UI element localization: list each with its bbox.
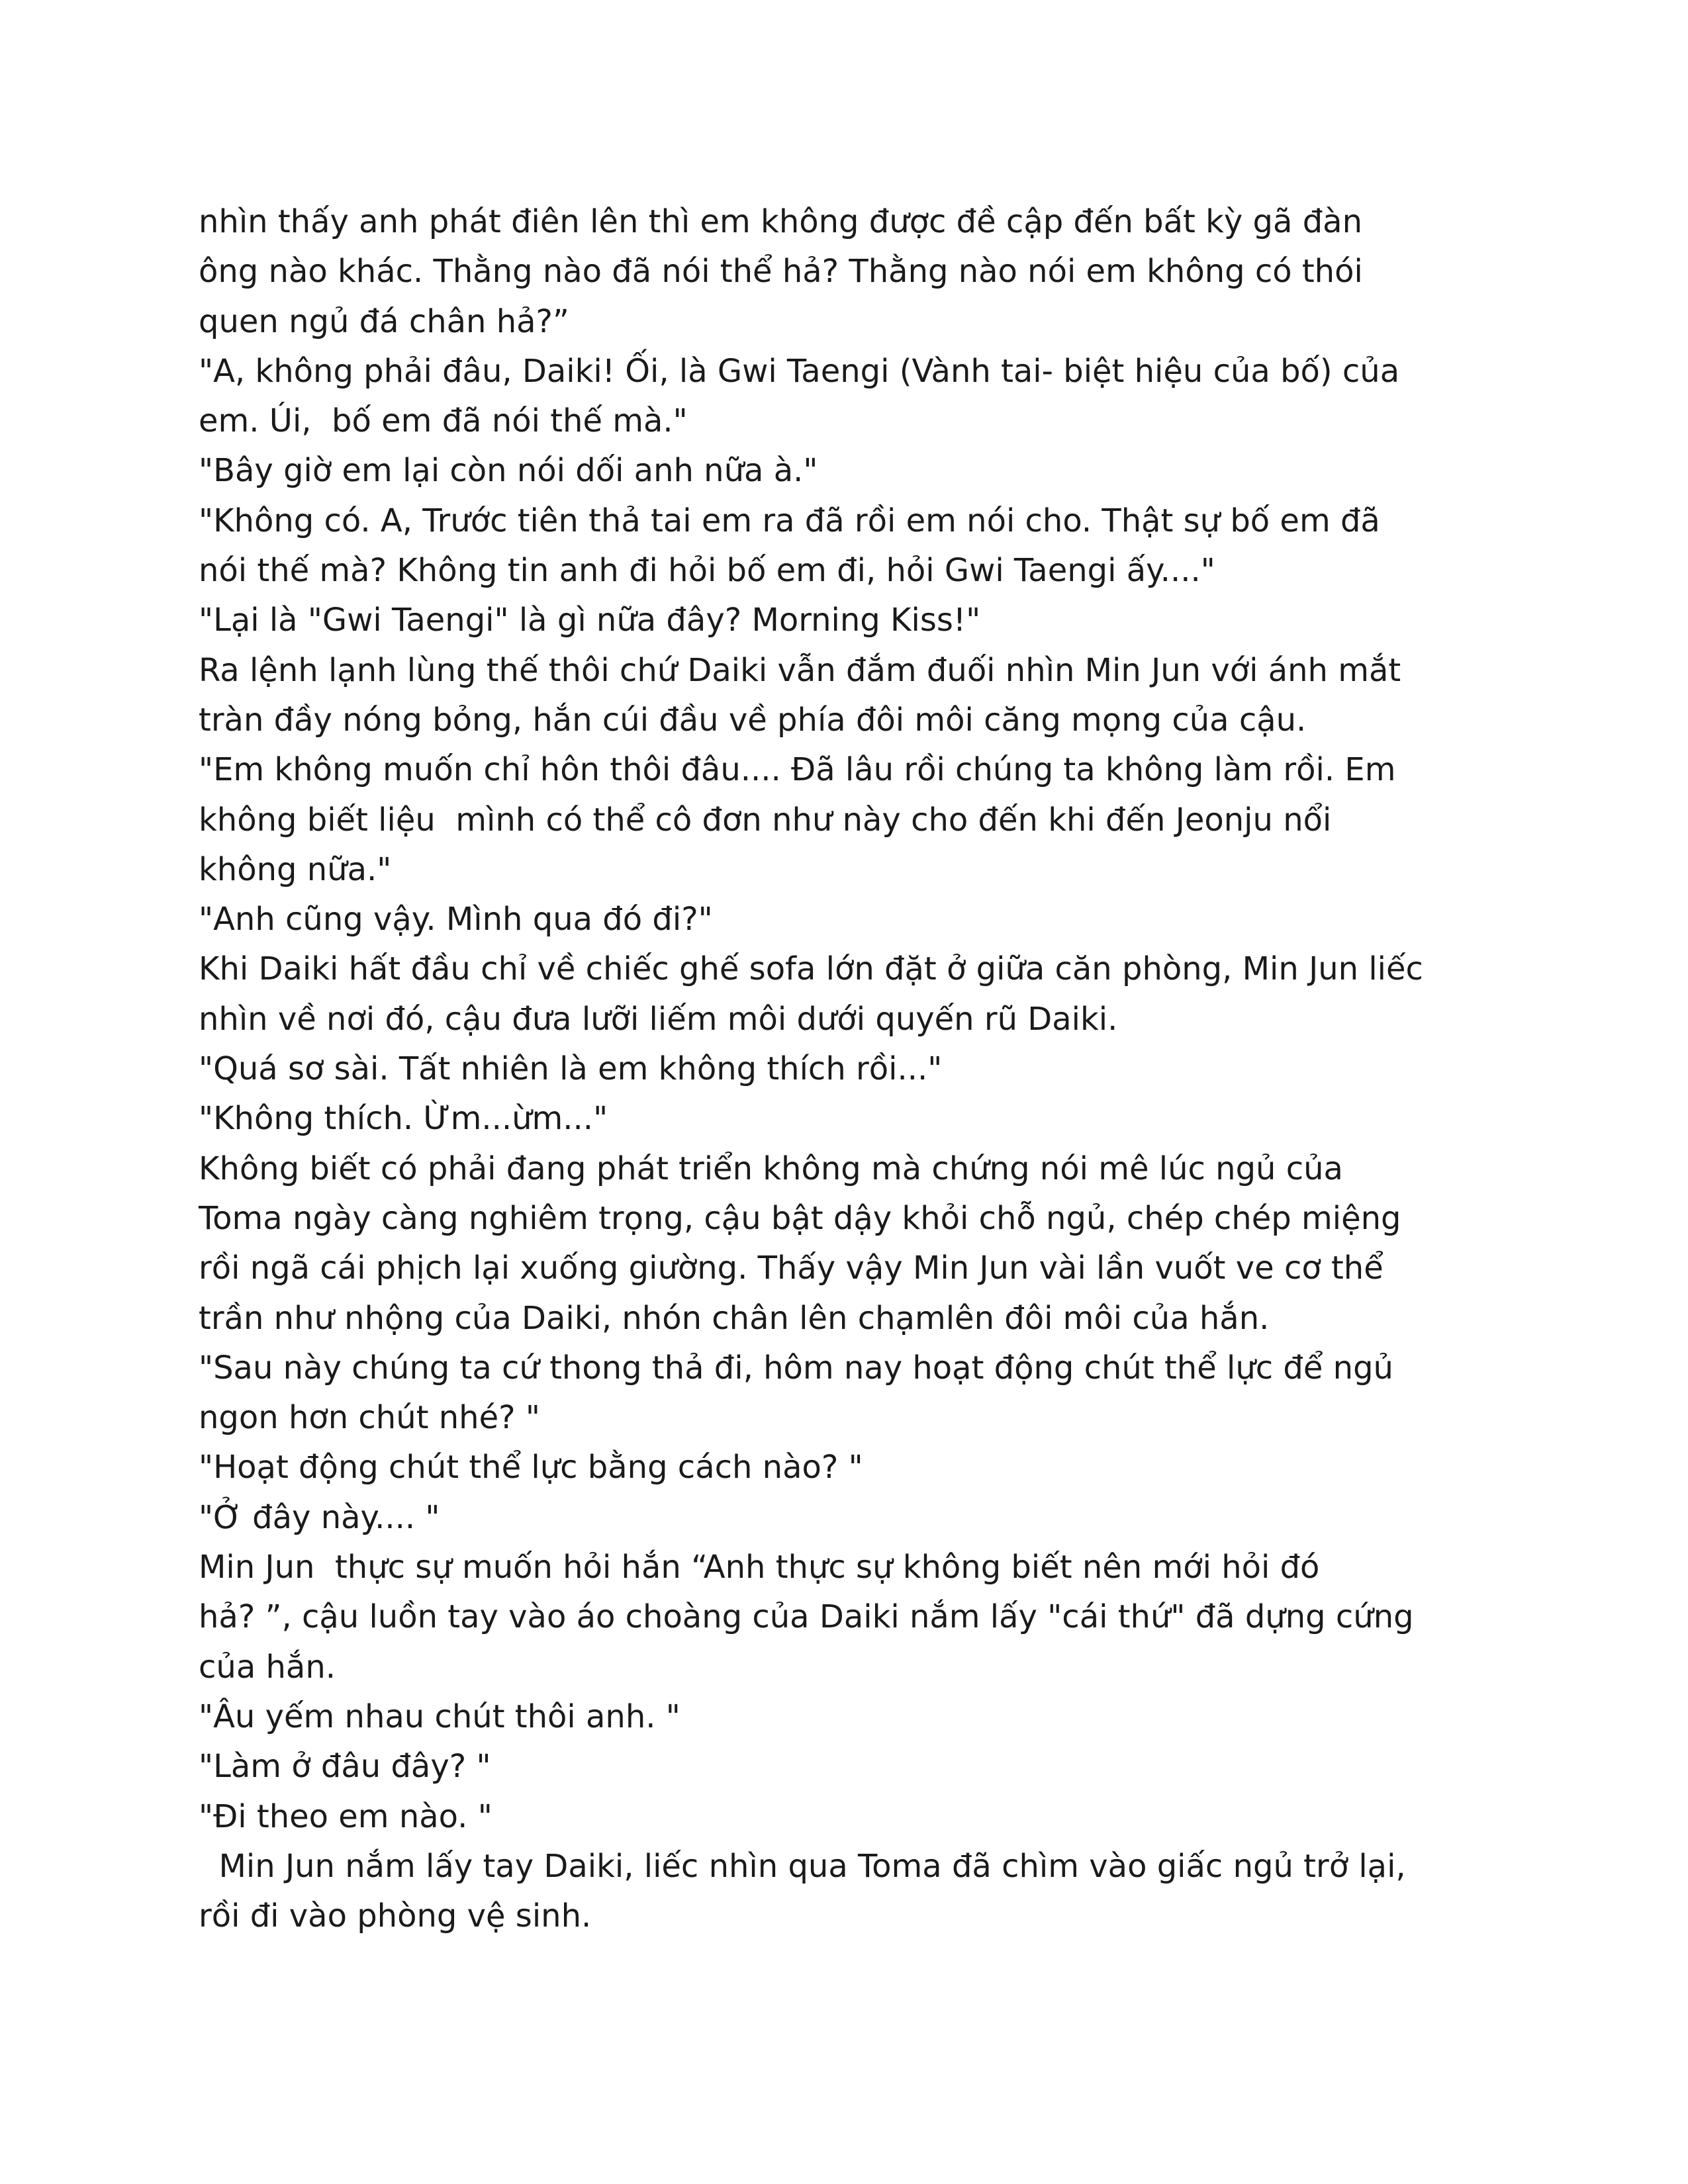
text-line: "Không thích. Ừm...ừm..." — [199, 1100, 608, 1138]
text-line: Min Jun nắm lấy tay Daiki, liếc nhìn qua Toma đã chìm vào giấc ngủ trở lại, — [199, 1847, 1406, 1885]
text-line: rồi ngã cái phịch lại xuống giường. Thấy vậy Min Jun vài lần vuốt ve cơ thể — [199, 1250, 1383, 1287]
text-line: "Anh cũng vậy. Mình qua đó đi?" — [199, 901, 713, 938]
body-text — [199, 197, 1496, 1941]
text-line: rồi đi vào phòng vệ sinh. — [199, 1897, 592, 1935]
text-line: tràn đầy nóng bỏng, hắn cúi đầu về phía đôi môi căng mọng của cậu. — [199, 701, 1307, 739]
text-line: "Ở đây này.... " — [199, 1498, 440, 1536]
text-line: "A, không phải đâu, Daiki! Ối, là Gwi Taengi (Vành tai- biệt hiệu của bố) của — [199, 352, 1400, 390]
text-line: "Em không muốn chỉ hôn thôi đâu.... Đã lâu rồi chúng ta không làm rồi. Em — [199, 751, 1396, 789]
text-line: nhìn về nơi đó, cậu đưa lưỡi liếm môi dưới quyến rũ Daiki. — [199, 1000, 1118, 1038]
text-line: quen ngủ đá chân hả?” — [199, 302, 569, 340]
text-line: của hắn. — [199, 1648, 336, 1686]
text-line: Toma ngày càng nghiêm trọng, cậu bật dậy khỏi chỗ ngủ, chép chép miệng — [199, 1199, 1401, 1237]
text-line: "Âu yếm nhau chút thôi anh. " — [199, 1698, 680, 1735]
text-line: ông nào khác. Thằng nào đã nói thể hả? Thằng nào nói em không có thói — [199, 253, 1363, 291]
text-line: Ra lệnh lạnh lùng thế thôi chứ Daiki vẫn đắm đuối nhìn Min Jun với ánh mắt — [199, 651, 1401, 689]
text-line: nhìn thấy anh phát điên lên thì em không được đề cập đến bất kỳ gã đàn — [199, 203, 1362, 240]
text-line: "Lại là "Gwi Taengi" là gì nữa đây? Morning Kiss!" — [199, 602, 981, 639]
text-line: "Quá sơ sài. Tất nhiên là em không thích rồi..." — [199, 1050, 943, 1088]
text-line: "Hoạt động chút thể lực bằng cách nào? " — [199, 1449, 863, 1486]
text-line: "Sau này chúng ta cứ thong thả đi, hôm nay hoạt động chút thể lực để ngủ — [199, 1349, 1393, 1387]
text-line: "Đi theo em nào. " — [199, 1797, 492, 1835]
text-line: không nữa." — [199, 850, 392, 888]
text-line: trần như nhộng của Daiki, nhón chân lên chạmlên đôi môi của hắn. — [199, 1299, 1270, 1337]
text-line: Khi Daiki hất đầu chỉ về chiếc ghế sofa lớn đặt ở giữa căn phòng, Min Jun liếc — [199, 950, 1423, 988]
text-line: không biết liệu mình có thể cô đơn như này cho đến khi đến Jeonju nổi — [199, 801, 1332, 839]
text-line: hả? ”, cậu luồn tay vào áo choàng của Daiki nắm lấy "cái thứ" đã dựng cứng — [199, 1598, 1414, 1636]
text-line: nói thế mà? Không tin anh đi hỏi bố em đi, hỏi Gwi Taengi ấy...." — [199, 552, 1215, 590]
text-line: ngon hơn chút nhé? " — [199, 1399, 540, 1437]
text-line: "Làm ở đâu đây? " — [199, 1748, 491, 1786]
text-line: "Bây giờ em lại còn nói dối anh nữa à." — [199, 452, 818, 490]
text-line: Không biết có phải đang phát triển không mà chứng nói mê lúc ngủ của — [199, 1150, 1343, 1187]
text-line: Min Jun thực sự muốn hỏi hắn “Anh thực sự không biết nên mới hỏi đó — [199, 1549, 1320, 1586]
text-line: "Không có. A, Trước tiên thả tai em ra đã rồi em nói cho. Thật sự bố em đã — [199, 502, 1380, 539]
text-line: em. Úi, bố em đã nói thế mà." — [199, 402, 688, 440]
